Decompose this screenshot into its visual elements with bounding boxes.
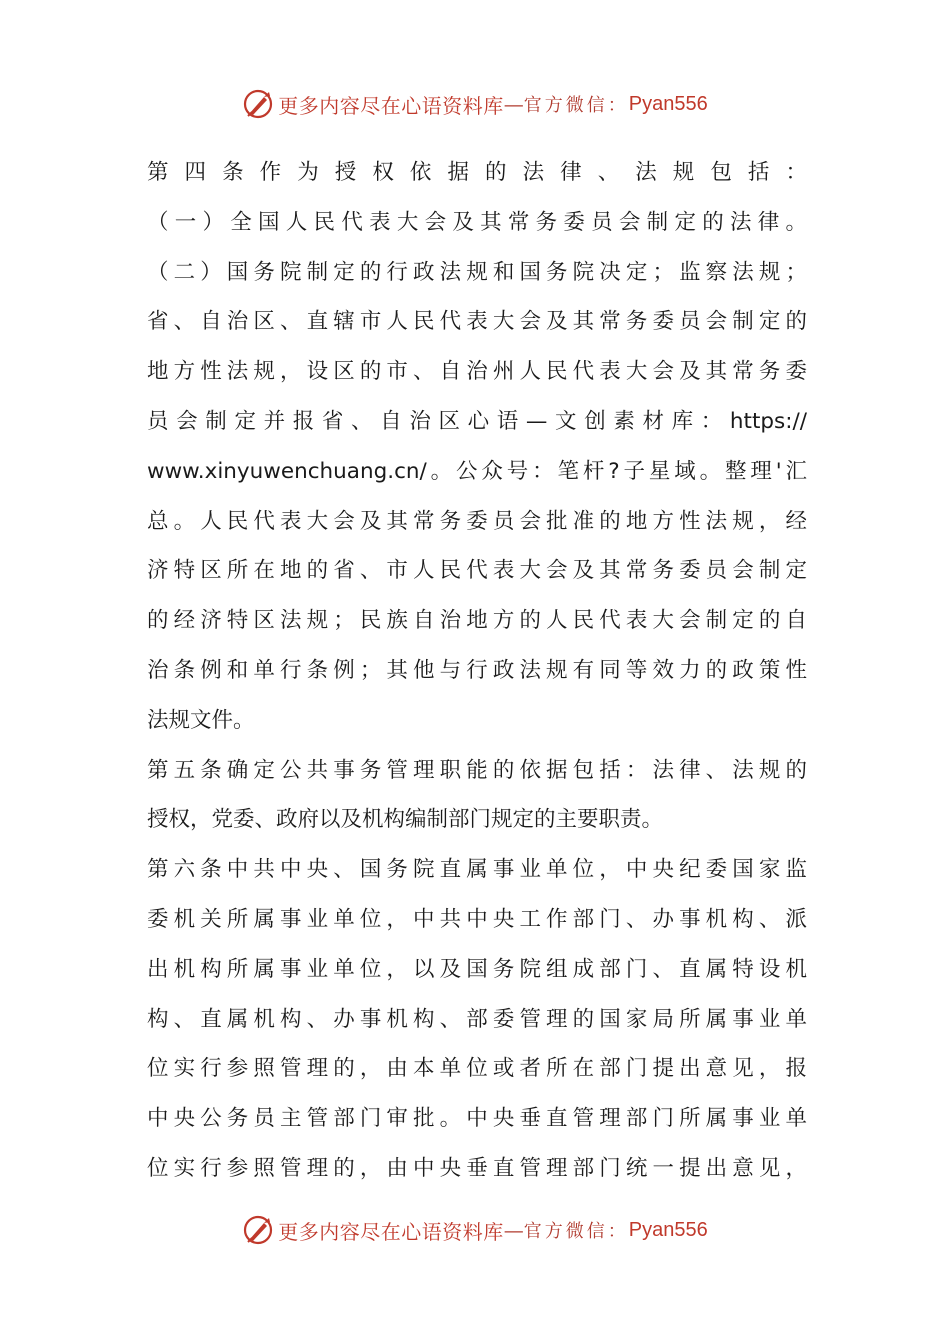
banner-wechat-id: Pyan556 — [628, 92, 708, 115]
banner-separator: — — [503, 92, 524, 116]
banner-wechat-label: 官方微信： — [523, 95, 629, 116]
body-line: 法规文件。 — [147, 707, 255, 733]
banner-slogan: 更多内容尽在心语资料库 — [278, 93, 504, 118]
body-line: （二）国务院制定的行政法规和国务院决定；监察法规； — [147, 259, 807, 285]
body-line: 治条例和单行条例；其他与行政法规有同等效力的政策性 — [147, 657, 807, 683]
body-line: 第六条中共中央、国务院直属事业单位，中央纪委国家监 — [147, 857, 807, 883]
quill-logo-icon — [242, 1214, 274, 1246]
body-line: 第五条确定公共事务管理职能的依据包括：法律、法规的 — [147, 757, 807, 783]
quill-logo-icon — [242, 88, 274, 120]
body-line: 位实行参照管理的，由中央垂直管理部门统一提出意见， — [147, 1155, 807, 1181]
body-line: 构、直属机构、办事机构、部委管理的国家局所属事业单 — [147, 1006, 807, 1032]
body-line: 的经济特区法规；民族自治地方的人民代表大会制定的自 — [147, 608, 807, 634]
body-line: 省、自治区、直辖市人民代表大会及其常务委员会制定的 — [147, 309, 807, 335]
body-line: 总。人民代表大会及其常务委员会批准的地方性法规，经 — [147, 508, 807, 534]
footer-banner — [0, 1210, 950, 1250]
body-line: 第四条作为授权依据的法律、法规包括： — [147, 160, 807, 185]
body-line: 出机构所属事业单位，以及国务院组成部门、直属特设机 — [147, 956, 807, 982]
banner-wechat-id: Pyan556 — [628, 1218, 708, 1241]
body-line: 地方性法规，设区的市、自治州人民代表大会及其常务委 — [147, 359, 807, 385]
body-line: 济特区所在地的省、市人民代表大会及其常务委员会制定 — [147, 558, 807, 584]
body-line: 中央公务员主管部门审批。中央垂直管理部门所属事业单 — [147, 1106, 807, 1132]
body-line: 位实行参照管理的，由本单位或者所在部门提出意见，报 — [147, 1056, 807, 1082]
banner-slogan: 更多内容尽在心语资料库 — [278, 1219, 504, 1244]
banner-separator: — — [503, 1218, 524, 1242]
body-line: 授权，党委、政府以及机构编制部门规定的主要职责。 — [147, 807, 664, 833]
body-line: www.xinyuwenchuang.cn/。公众号：笔杆?子星域。整理'汇 — [147, 458, 807, 484]
banner-wechat-label: 官方微信： — [523, 1221, 629, 1242]
header-banner — [0, 84, 950, 124]
body-line: 委机关所属事业单位，中共中央工作部门、办事机构、派 — [147, 906, 807, 932]
body-line: 员会制定并报省、自治区心语—文创素材库：https:// — [147, 408, 807, 434]
document-body — [147, 148, 807, 1194]
body-line: （一）全国人民代表大会及其常务委员会制定的法律。 — [147, 209, 807, 235]
